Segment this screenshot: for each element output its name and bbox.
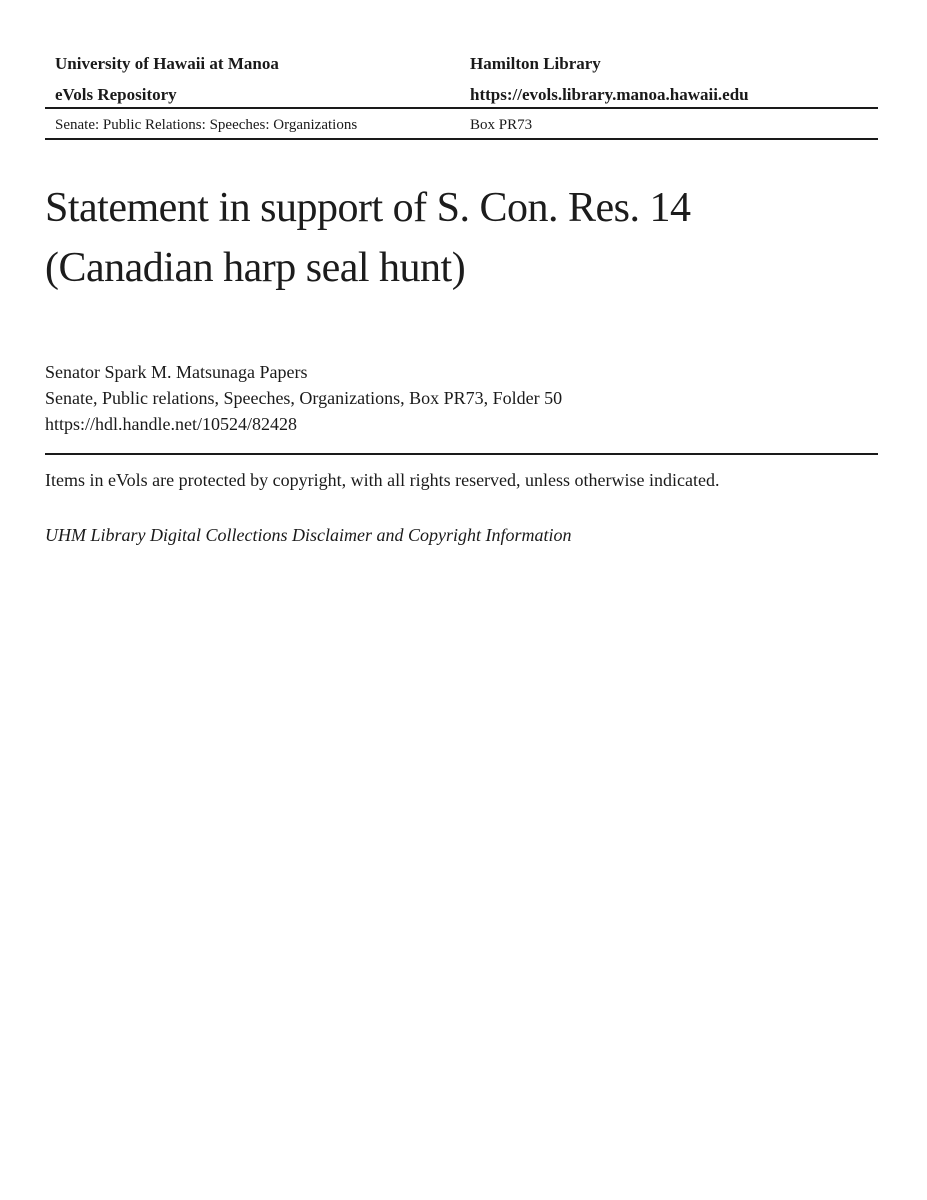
copyright-divider bbox=[45, 453, 878, 455]
handle-url-link[interactable]: https://hdl.handle.net/10524/82428 bbox=[45, 414, 297, 434]
collection-breadcrumb: Senate: Public Relations: Speeches: Organizations bbox=[55, 117, 358, 133]
document-title: Statement in support of S. Con. Res. 14 (Canadian harp seal hunt) bbox=[45, 185, 691, 291]
copyright-notice: Items in eVols are protected by copyright, with all rights reserved, unless otherwise indicated. bbox=[45, 470, 720, 490]
repository-url-link[interactable]: https://evols.library.manoa.hawaii.edu bbox=[470, 85, 749, 104]
metadata-block bbox=[45, 359, 562, 437]
library-name: Hamilton Library bbox=[470, 54, 601, 73]
collection-title: Senator Spark M. Matsunaga Papers bbox=[45, 362, 308, 382]
box-label: Box PR73 bbox=[470, 117, 533, 133]
header-left-column bbox=[55, 48, 279, 110]
header-divider-top bbox=[45, 107, 878, 109]
institution-name: University of Hawaii at Manoa bbox=[55, 54, 279, 73]
disclaimer-link[interactable]: UHM Library Digital Collections Disclaimer and Copyright Information bbox=[45, 525, 572, 545]
repository-name: eVols Repository bbox=[55, 85, 177, 104]
header-divider-bottom bbox=[45, 138, 878, 140]
archive-location: Senate, Public relations, Speeches, Organizations, Box PR73, Folder 50 bbox=[45, 388, 563, 408]
header-right-column bbox=[470, 48, 749, 110]
